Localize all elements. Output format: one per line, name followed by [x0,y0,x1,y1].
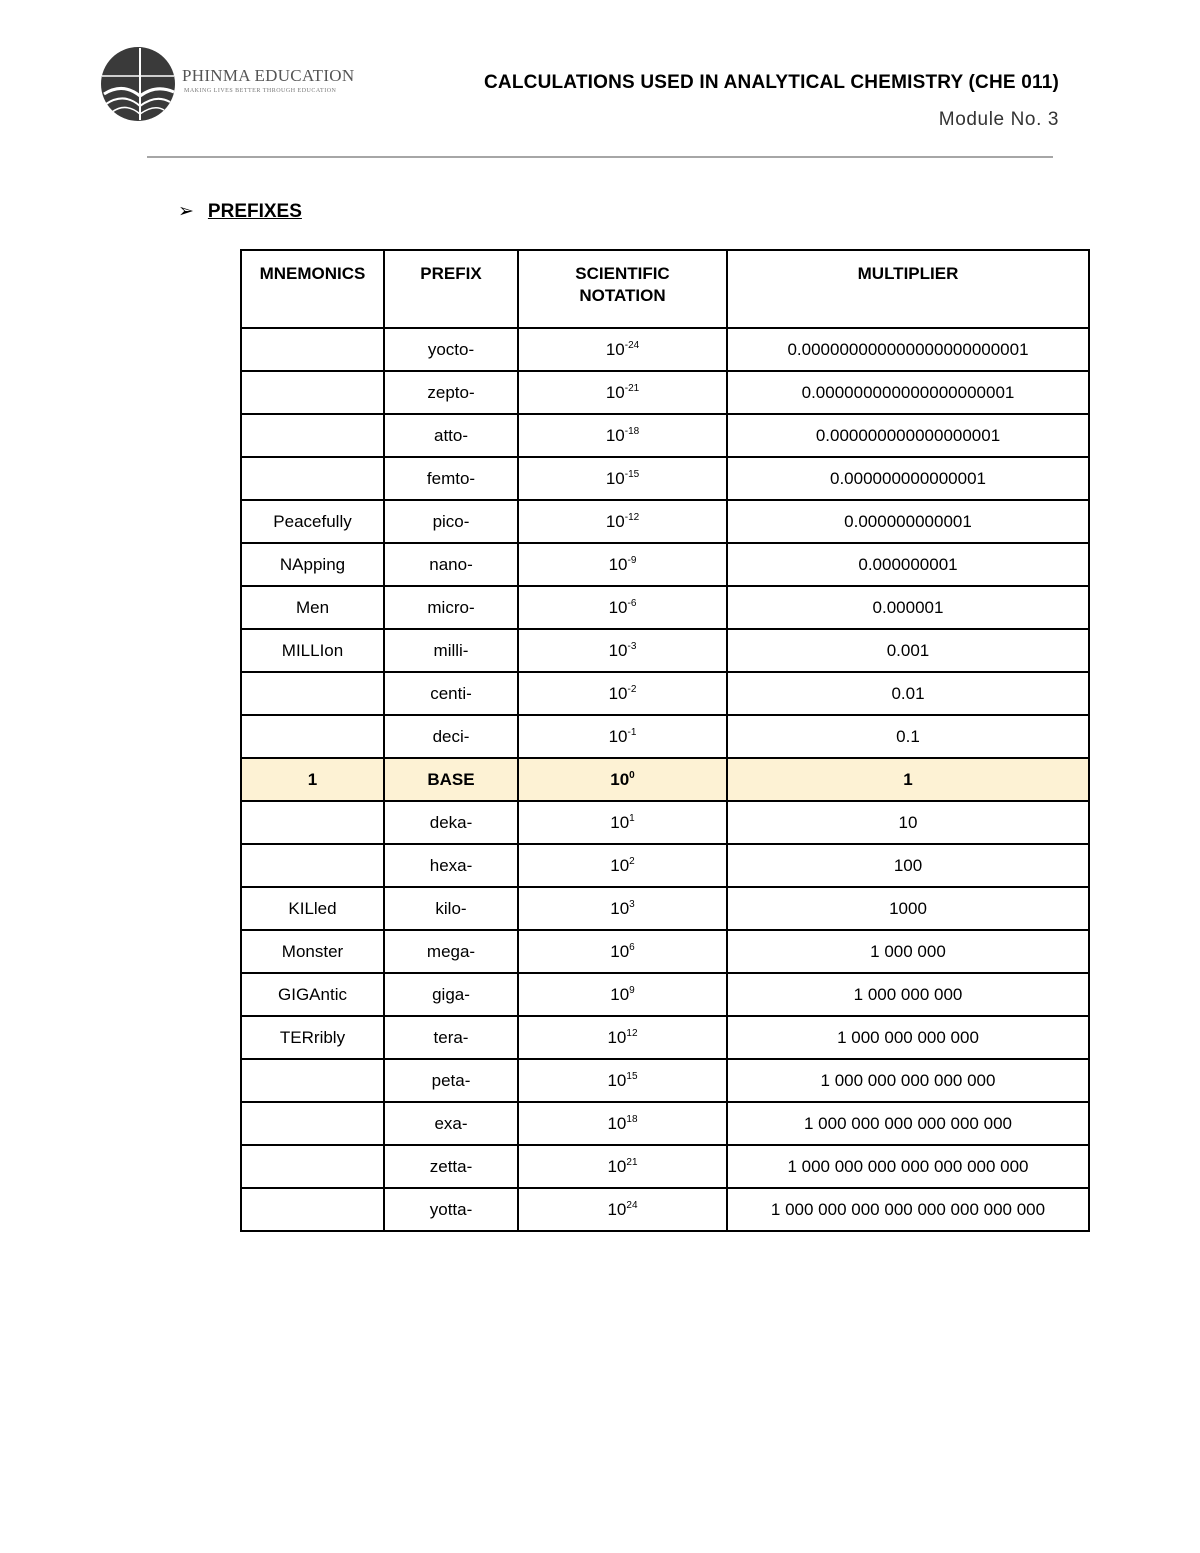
table-row [241,887,1089,930]
notation-cell [518,672,727,715]
header-scientific-notation-label: SCIENTIFIC NOTATION [575,264,670,305]
table-row [241,500,1089,543]
prefix-cell: atto- [384,414,518,457]
prefix-cell: nano- [384,543,518,586]
multiplier-cell: 1 [727,758,1089,801]
notation-base: 10 [610,898,630,918]
module-number: Module No. 3 [938,109,1059,130]
document-title: CALCULATIONS USED IN ANALYTICAL CHEMISTRY (CHE 011) [484,72,1059,93]
notation-cell [518,371,727,414]
table-row [241,586,1089,629]
notation-exponent: 12 [626,1027,638,1039]
notation-base: 10 [610,855,630,875]
prefix-cell: deka- [384,801,518,844]
notation-exponent: 2 [629,855,635,867]
table-row [241,328,1089,371]
section-heading [178,200,302,223]
prefix-cell: BASE [384,758,518,801]
table-row [241,414,1089,457]
table-body [241,328,1089,1231]
notation-exponent: 6 [629,941,635,953]
notation-cell [518,1188,727,1231]
notation-exponent: -9 [627,554,637,566]
notation-exponent: 9 [629,984,635,996]
mnemonic-cell: GIGAntic [241,973,384,1016]
section-title: PREFIXES [207,201,302,222]
notation-base: 10 [607,1070,627,1090]
table-row [241,1059,1089,1102]
prefix-cell: yotta- [384,1188,518,1231]
table-row [241,930,1089,973]
mnemonic-cell [241,1188,384,1231]
multiplier-cell: 0.000000000000000000000001 [727,328,1089,371]
header-mnemonics: MNEMONICS [241,250,384,328]
table-row [241,457,1089,500]
notation-cell [518,1145,727,1188]
multiplier-cell: 100 [727,844,1089,887]
notation-base: 10 [607,1113,627,1133]
prefix-cell: deci- [384,715,518,758]
notation-exponent: -21 [624,382,640,394]
notation-cell [518,973,727,1016]
notation-base: 10 [608,683,628,703]
table-row [241,371,1089,414]
table-header-row [241,250,1089,328]
multiplier-cell: 0.000000001 [727,543,1089,586]
notation-cell [518,1016,727,1059]
phinma-logo [98,44,358,124]
prefix-cell: giga- [384,973,518,1016]
notation-exponent: 24 [626,1199,638,1211]
multiplier-cell: 1 000 000 000 000 000 000 000 000 [727,1188,1089,1231]
mnemonic-cell [241,414,384,457]
mnemonic-cell: Peacefully [241,500,384,543]
mnemonic-cell [241,801,384,844]
notation-base: 10 [608,597,628,617]
notation-base: 10 [610,941,630,961]
notation-cell [518,543,727,586]
mnemonic-cell: MILLIon [241,629,384,672]
notation-cell [518,586,727,629]
table-row [241,1102,1089,1145]
multiplier-cell: 1000 [727,887,1089,930]
table-row [241,1145,1089,1188]
notation-base: 10 [605,468,625,488]
multiplier-cell: 1 000 000 000 000 000 000 [727,1102,1089,1145]
notation-base: 10 [608,640,628,660]
multiplier-cell: 1 000 000 000 [727,973,1089,1016]
multiplier-cell: 1 000 000 000 000 [727,1016,1089,1059]
header-divider [147,156,1053,158]
mnemonic-cell [241,844,384,887]
mnemonic-cell [241,328,384,371]
notation-exponent: -15 [624,468,640,480]
notation-base: 10 [610,984,630,1004]
table-row [241,973,1089,1016]
logo-tagline: MAKING LIVES BETTER THROUGH EDUCATION [184,88,337,94]
notation-exponent: -6 [627,597,637,609]
prefix-cell: yocto- [384,328,518,371]
mnemonic-cell [241,457,384,500]
table-row [241,672,1089,715]
multiplier-cell: 1 000 000 000 000 000 [727,1059,1089,1102]
arrow-bullet-icon: ➢ [178,201,194,222]
prefix-cell: hexa- [384,844,518,887]
multiplier-cell: 1 000 000 000 000 000 000 000 [727,1145,1089,1188]
notation-base: 10 [610,769,630,789]
globe-book-icon [98,44,178,124]
notation-base: 10 [608,554,628,574]
notation-base: 10 [610,812,630,832]
notation-cell [518,801,727,844]
notation-exponent: 15 [626,1070,638,1082]
multiplier-cell: 0.01 [727,672,1089,715]
notation-exponent: 3 [629,898,635,910]
mnemonic-cell [241,672,384,715]
notation-cell [518,629,727,672]
prefix-cell: mega- [384,930,518,973]
notation-exponent: -12 [624,511,640,523]
notation-base: 10 [607,1199,627,1219]
table-row [241,844,1089,887]
multiplier-cell: 0.000000000000001 [727,457,1089,500]
mnemonic-cell [241,715,384,758]
prefix-cell: pico- [384,500,518,543]
multiplier-cell: 0.1 [727,715,1089,758]
table-row [241,543,1089,586]
notation-cell [518,758,727,801]
prefix-cell: centi- [384,672,518,715]
mnemonic-cell: Monster [241,930,384,973]
multiplier-cell: 0.000000000001 [727,500,1089,543]
mnemonic-cell: 1 [241,758,384,801]
notation-cell [518,887,727,930]
prefix-cell: femto- [384,457,518,500]
prefix-cell: zepto- [384,371,518,414]
notation-base: 10 [608,726,628,746]
prefix-cell: kilo- [384,887,518,930]
multiplier-cell: 0.000001 [727,586,1089,629]
notation-base: 10 [605,382,625,402]
header-prefix: PREFIX [384,250,518,328]
notation-exponent: 0 [629,769,635,781]
prefix-cell: peta- [384,1059,518,1102]
notation-exponent: -18 [624,425,640,437]
mnemonic-cell: Men [241,586,384,629]
notation-cell [518,715,727,758]
prefix-table [240,249,1090,1232]
mnemonic-cell: KILled [241,887,384,930]
notation-exponent: -3 [627,640,637,652]
notation-exponent: -24 [624,339,640,351]
multiplier-cell: 0.000000000000000000001 [727,371,1089,414]
notation-cell [518,457,727,500]
notation-exponent: 18 [626,1113,638,1125]
prefix-cell: tera- [384,1016,518,1059]
notation-cell [518,414,727,457]
notation-base: 10 [607,1027,627,1047]
mnemonic-cell [241,1145,384,1188]
table-row [241,1016,1089,1059]
notation-base: 10 [605,425,625,445]
multiplier-cell: 1 000 000 [727,930,1089,973]
notation-exponent: 1 [629,812,635,824]
notation-exponent: -2 [627,683,637,695]
prefix-cell: exa- [384,1102,518,1145]
prefix-cell: milli- [384,629,518,672]
mnemonic-cell [241,1059,384,1102]
multiplier-cell: 0.001 [727,629,1089,672]
prefix-cell: zetta- [384,1145,518,1188]
mnemonic-cell: TERribly [241,1016,384,1059]
multiplier-cell: 0.000000000000000001 [727,414,1089,457]
table-row [241,758,1089,801]
notation-cell [518,500,727,543]
notation-exponent: 21 [626,1156,638,1168]
header-scientific-notation [518,250,727,328]
header-multiplier: MULTIPLIER [727,250,1089,328]
table-row [241,801,1089,844]
mnemonic-cell [241,1102,384,1145]
table-row [241,715,1089,758]
mnemonic-cell [241,371,384,414]
notation-base: 10 [605,339,625,359]
notation-cell [518,1102,727,1145]
notation-exponent: -1 [627,726,637,738]
notation-cell [518,1059,727,1102]
multiplier-cell: 10 [727,801,1089,844]
notation-cell [518,930,727,973]
notation-base: 10 [607,1156,627,1176]
mnemonic-cell: NApping [241,543,384,586]
table-row [241,1188,1089,1231]
logo-name: PHINMA EDUCATION [182,66,355,85]
notation-base: 10 [605,511,625,531]
table-row [241,629,1089,672]
notation-cell [518,844,727,887]
prefix-cell: micro- [384,586,518,629]
notation-cell [518,328,727,371]
